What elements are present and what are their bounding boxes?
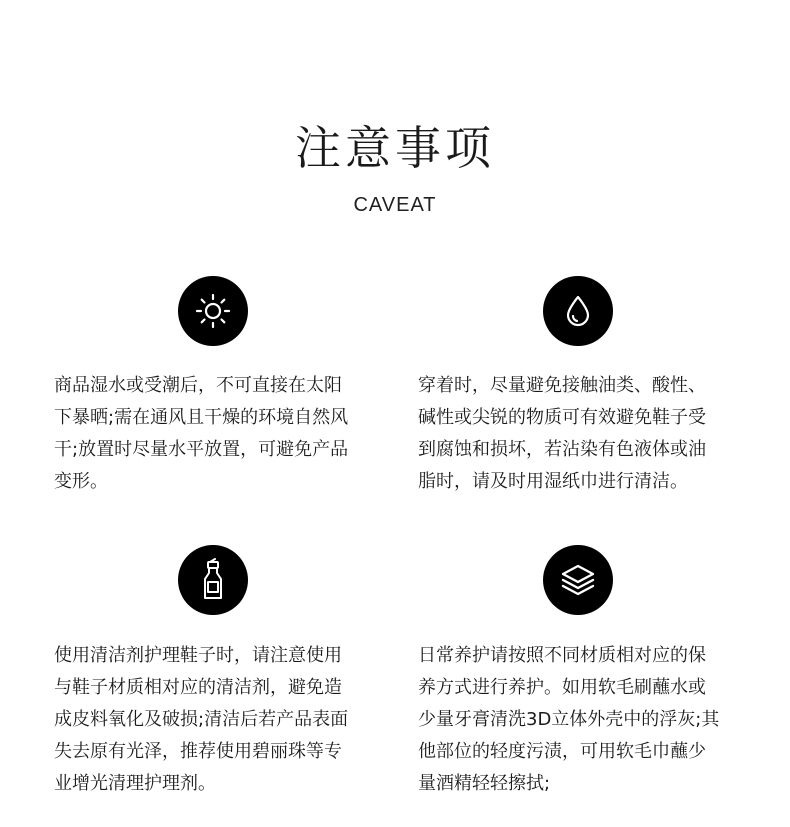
water-drop-icon xyxy=(543,276,613,346)
page-title: 注意事项 xyxy=(295,121,495,175)
text-line: 下暴晒;需在通风且干燥的环境自然风 xyxy=(54,407,349,428)
text-line: 日常养护请按照不同材质相对应的保 xyxy=(418,645,706,666)
spray-bottle-icon xyxy=(178,545,248,615)
text-line: 量酒精轻轻擦拭; xyxy=(418,773,551,794)
caveat-text-sun xyxy=(54,370,384,498)
text-line: 使用清洁剂护理鞋子时，请注意使用 xyxy=(54,645,342,666)
text-line: 与鞋子材质相对应的清洁剂，避免造 xyxy=(54,677,342,698)
text-line: 养方式进行养护。如用软毛刷蘸水或 xyxy=(418,677,706,698)
text-line: 他部位的轻度污渍，可用软毛巾蘸少 xyxy=(418,741,706,762)
text-line: 穿着时，尽量避免接触油类、酸性、 xyxy=(418,375,706,396)
text-line: 脂时，请及时用湿纸巾进行清洁。 xyxy=(418,471,688,492)
text-line: 变形。 xyxy=(54,471,108,492)
text-line: 碱性或尖锐的物质可有效避免鞋子受 xyxy=(418,407,706,428)
text-line: 业增光清理护理剂。 xyxy=(54,773,216,794)
caveat-text-layers xyxy=(418,640,748,800)
text-line: 到腐蚀和损坏，若沾染有色液体或油 xyxy=(418,439,706,460)
page-subtitle: CAVEAT xyxy=(353,194,437,216)
caveat-text-spray xyxy=(54,640,384,800)
sun-icon xyxy=(178,276,248,346)
layers-icon xyxy=(543,545,613,615)
text-line: 干;放置时尽量水平放置，可避免产品 xyxy=(54,439,349,460)
text-line: 成皮料氧化及破损;清洁后若产品表面 xyxy=(54,709,349,730)
caveat-text-drop xyxy=(418,370,748,498)
text-line: 商品湿水或受潮后，不可直接在太阳 xyxy=(54,375,342,396)
text-line: 少量牙膏清洗3D立体外壳中的浮灰;其 xyxy=(418,709,720,730)
text-line: 失去原有光泽，推荐使用碧丽珠等专 xyxy=(54,741,342,762)
